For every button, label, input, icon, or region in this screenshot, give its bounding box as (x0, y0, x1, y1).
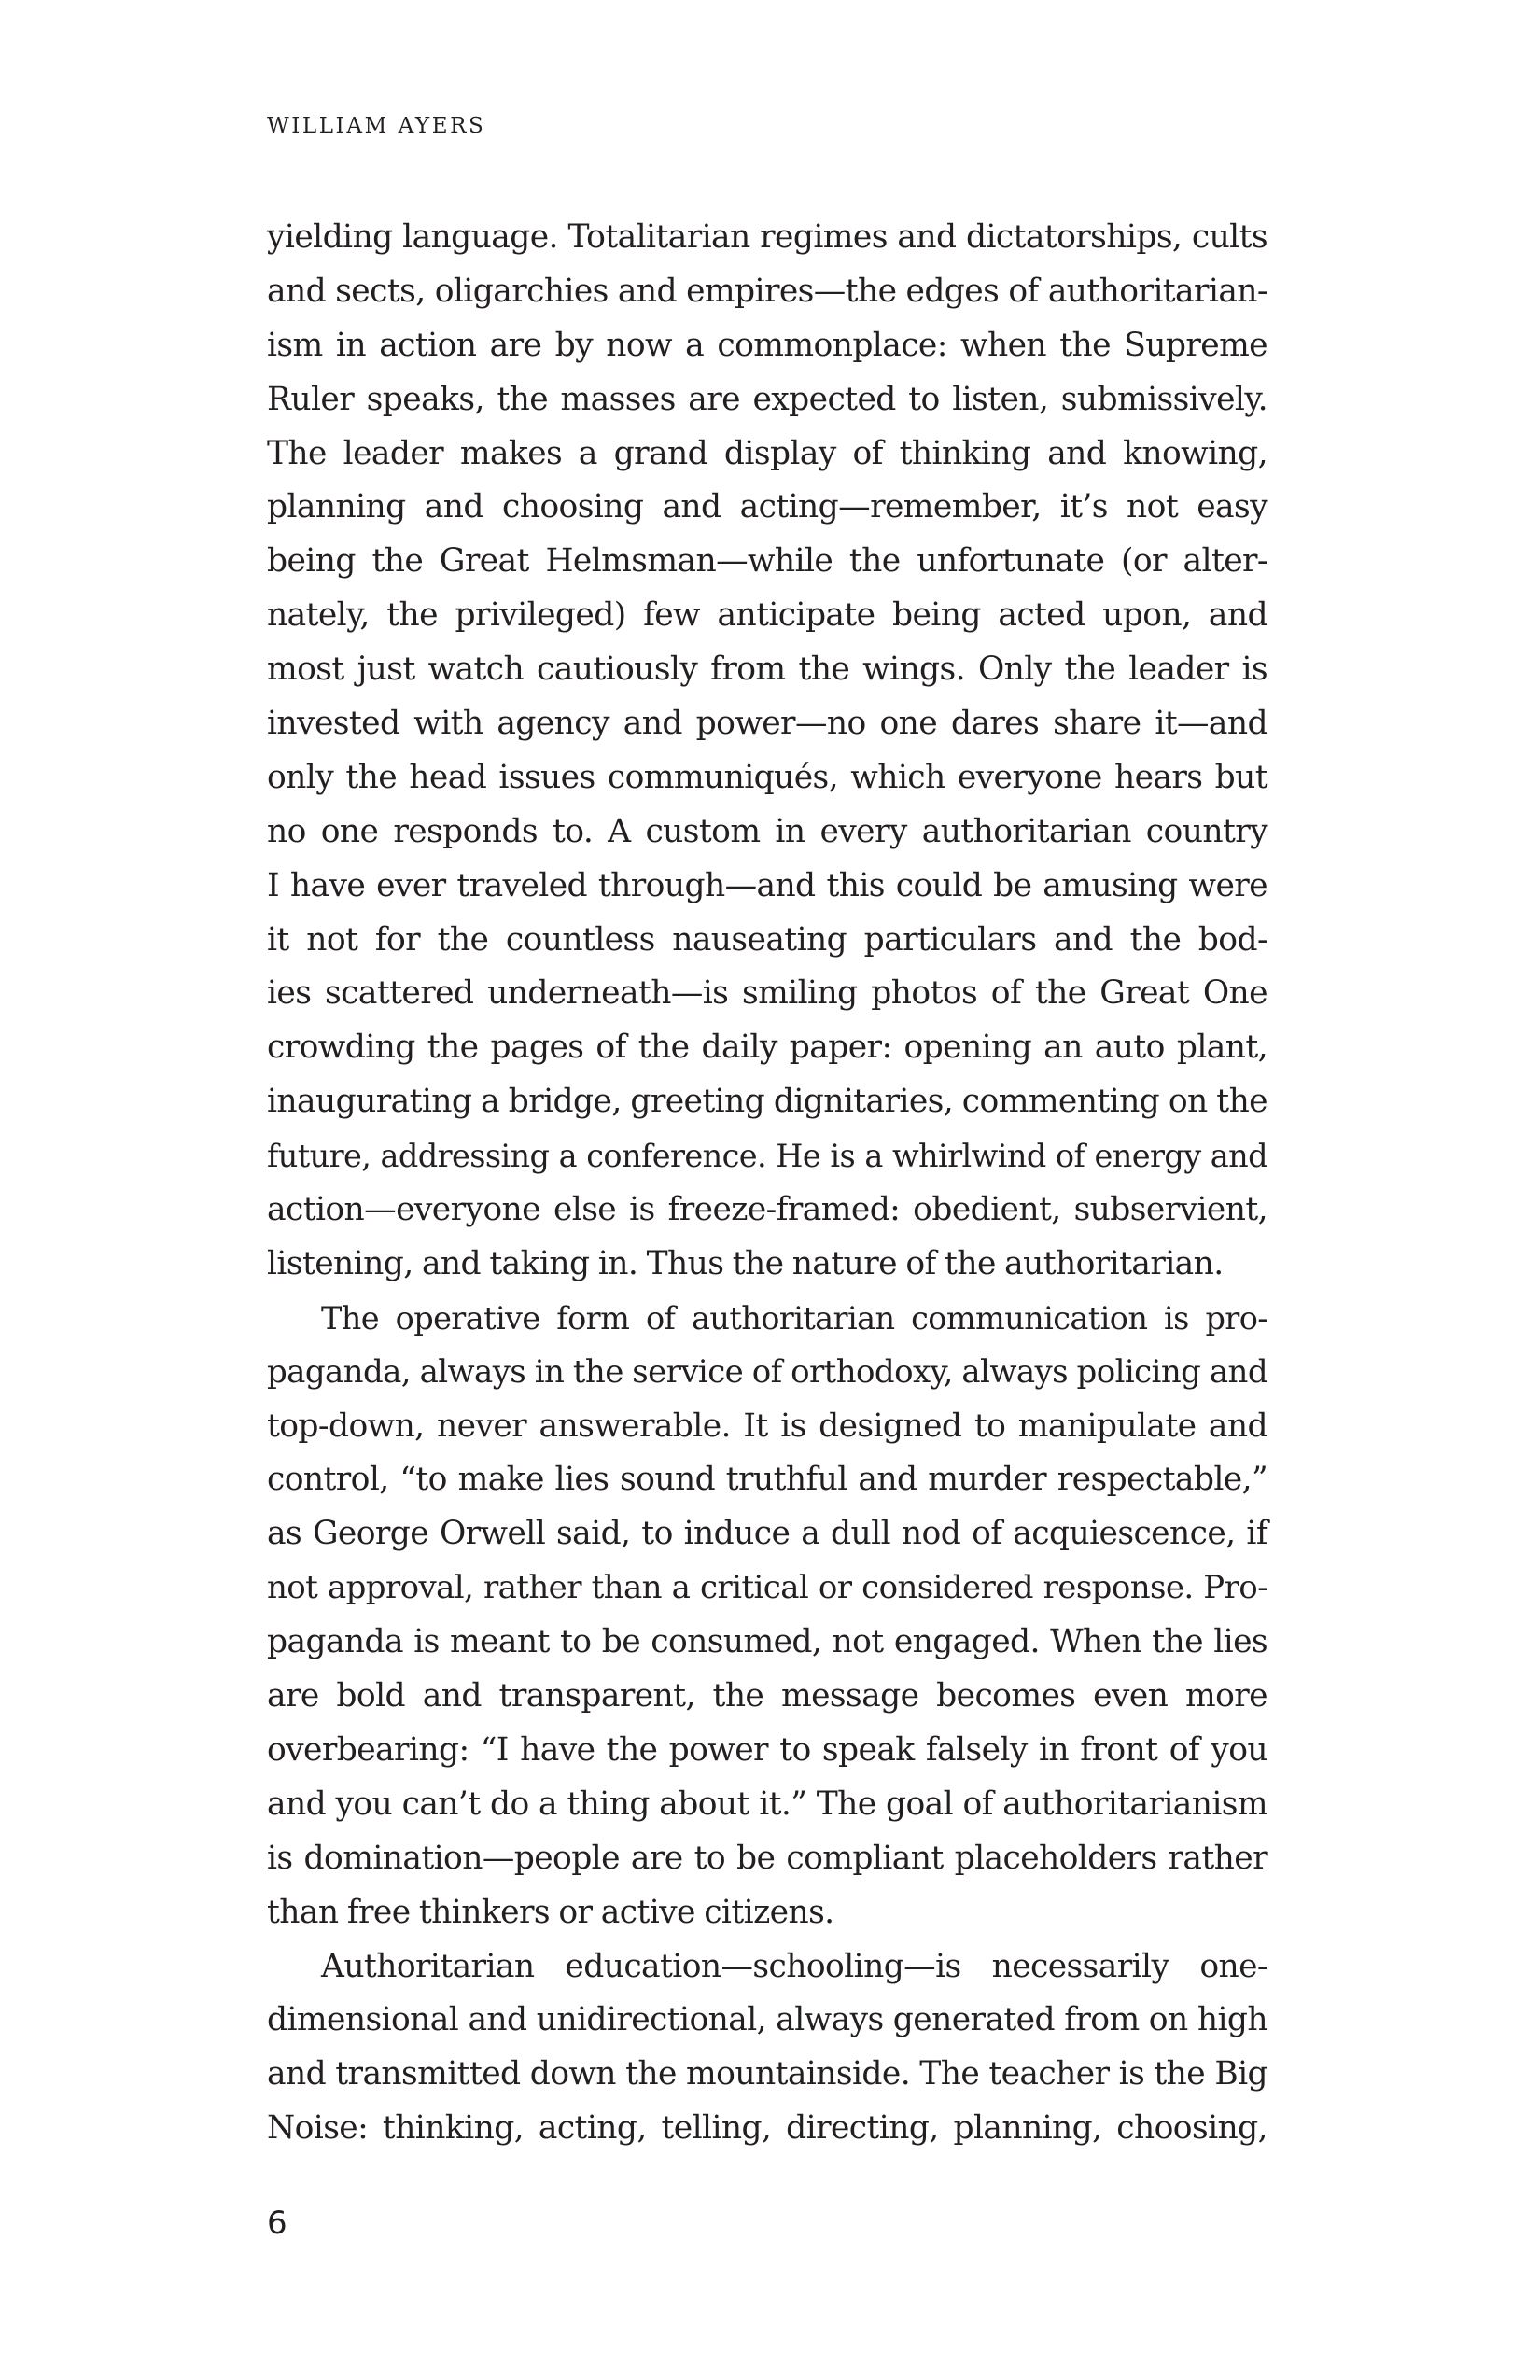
text-line: I have ever traveled through—and this could be amusing were (267, 866, 1267, 904)
text-line: is domination—people are to be compliant placeholders rather (267, 1839, 1267, 1877)
text-line: inaugurating a bridge, greeting dignitaries, commenting on the (267, 1083, 1267, 1121)
text-line: planning and choosing and acting—remember, it’s not easy (267, 488, 1267, 526)
text-line: Ruler speaks, the masses are expected to listen, submissively. (267, 380, 1267, 418)
text-line: overbearing: “I have the power to speak falsely in front of you (267, 1730, 1267, 1769)
paragraph-2 (267, 1292, 1267, 1940)
text-line: not approval, rather than a critical or considered response. Pro- (267, 1569, 1267, 1607)
text-line: Authoritarian education—schooling—is necessarily one- (321, 1947, 1267, 1985)
text-line: ies scattered underneath—is smiling photos of the Great One (267, 974, 1267, 1013)
text-line: nately, the privileged) few anticipate being acted upon, and (267, 596, 1267, 635)
text-line: Noise: thinking, acting, telling, directing, planning, choosing, (267, 2109, 1267, 2148)
text-line: no one responds to. A custom in every authoritarian country (267, 812, 1267, 850)
text-line: paganda, always in the service of orthodoxy, always policing and (267, 1352, 1267, 1391)
text-line: and sects, oligarchies and empires—the edges of authoritarian- (267, 272, 1267, 310)
text-line: than free thinkers or active citizens. (267, 1893, 834, 1931)
text-line: as George Orwell said, to induce a dull nod of acquiescence, if (267, 1515, 1267, 1553)
text-line: The operative form of authoritarian communication is pro- (321, 1299, 1267, 1337)
text-line: invested with agency and power—no one dares share it—and (267, 705, 1267, 743)
text-line: ism in action are by now a commonplace: when the Supreme (267, 326, 1267, 364)
text-line: and you can’t do a thing about it.” The goal of authoritarianism (267, 1785, 1267, 1823)
text-line: are bold and transparent, the message becomes even more (267, 1677, 1267, 1715)
paragraph-1 (267, 211, 1267, 1292)
text-line: it not for the countless nauseating particulars and the bod- (267, 920, 1267, 959)
running-head: WILLIAM AYERS (267, 114, 486, 138)
text-line: only the head issues communiqués, which everyone hears but (267, 758, 1267, 796)
text-line: future, addressing a conference. He is a whirlwind of energy and (267, 1138, 1267, 1175)
text-line: The leader makes a grand display of thinking and knowing, (267, 434, 1267, 472)
text-line: and transmitted down the mountainside. The teacher is the Big (267, 2055, 1267, 2093)
text-line: dimensional and unidirectional, always generated from on high (267, 2001, 1267, 2039)
text-line: listening, and taking in. Thus the nature of the authoritarian. (267, 1244, 1224, 1282)
text-line: being the Great Helmsman—while the unfortunate (or alter- (267, 542, 1267, 581)
paragraph-3 (267, 1940, 1267, 2157)
text-line: top-down, never answerable. It is designed to manipulate and (267, 1407, 1267, 1445)
text-line: crowding the pages of the daily paper: opening an auto plant, (267, 1029, 1267, 1067)
text-line: action—everyone else is freeze-framed: obedient, subservient, (267, 1191, 1267, 1229)
text-line: control, “to make lies sound truthful and murder respectable,” (267, 1461, 1267, 1499)
text-line: most just watch cautiously from the wings. Only the leader is (267, 651, 1267, 689)
page-number: 6 (267, 2205, 287, 2242)
text-line: paganda is meant to be consumed, not engaged. When the lies (267, 1623, 1267, 1661)
text-line: yielding language. Totalitarian regimes and dictatorships, cults (267, 218, 1267, 256)
body-text (267, 211, 1267, 2156)
